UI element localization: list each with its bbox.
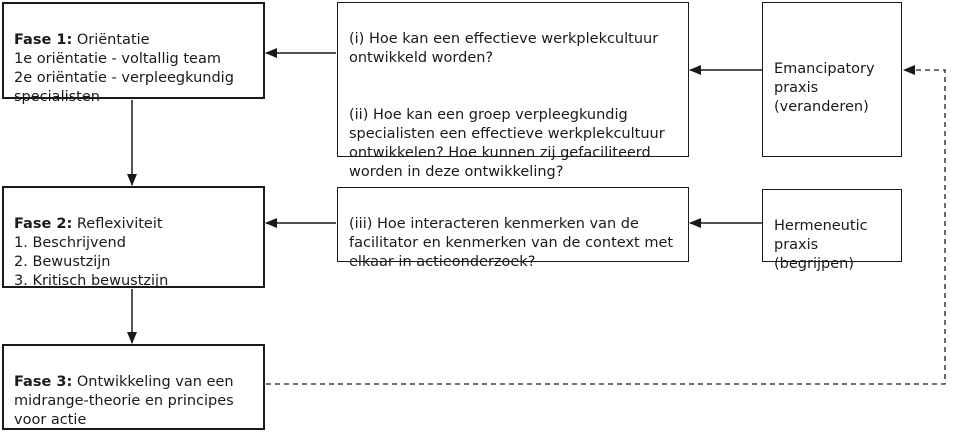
hermeneutic-praxis-box [762, 189, 902, 272]
emancipatory-praxis-label: Emancipatory praxis (veranderen) [774, 61, 875, 115]
fase1-title-rest: Oriëntatie [72, 32, 150, 48]
fase2-title-rest: Reflexiviteit [72, 216, 163, 232]
fase2-lines: 1. Beschrijvend 2. Bewustzijn 3. Kritisch bewustzijn [14, 235, 169, 289]
questions-top-box [337, 2, 689, 180]
fase2-title: Fase 2: [14, 216, 73, 232]
question-iii: (iii) Hoe interacteren kenmerken van de facilitator en kenmerken van de context met elkaar in actieonderzoek? [349, 216, 674, 270]
hermeneutic-praxis-label: Hermeneutic praxis (begrijpen) [774, 218, 868, 272]
fase3-title-rest: Ontwikkeling van een midrange-theorie en principes voor actie [14, 374, 234, 428]
question-i: (i) Hoe kan een effectieve werkplekcultuur ontwikkeld worden? [349, 31, 659, 66]
questions-mid-box [337, 187, 689, 270]
emancipatory-praxis-box [762, 2, 902, 157]
fase2-box [2, 186, 265, 288]
fase1-box [2, 2, 265, 105]
fase1-lines: 1e oriëntatie - voltallig team 2e oriëntatie - verpleegkundig specialisten [14, 51, 234, 105]
fase1-title: Fase 1: [14, 32, 73, 48]
fase3-title: Fase 3: [14, 374, 73, 390]
question-ii: (ii) Hoe kan een groep verpleegkundig specialisten een effectieve werkplekcultuur ontwikkelen? Hoe kunnen zij gefaciliteerd worden in deze ontwikkeling? [349, 107, 665, 180]
fase3-box [2, 344, 265, 430]
